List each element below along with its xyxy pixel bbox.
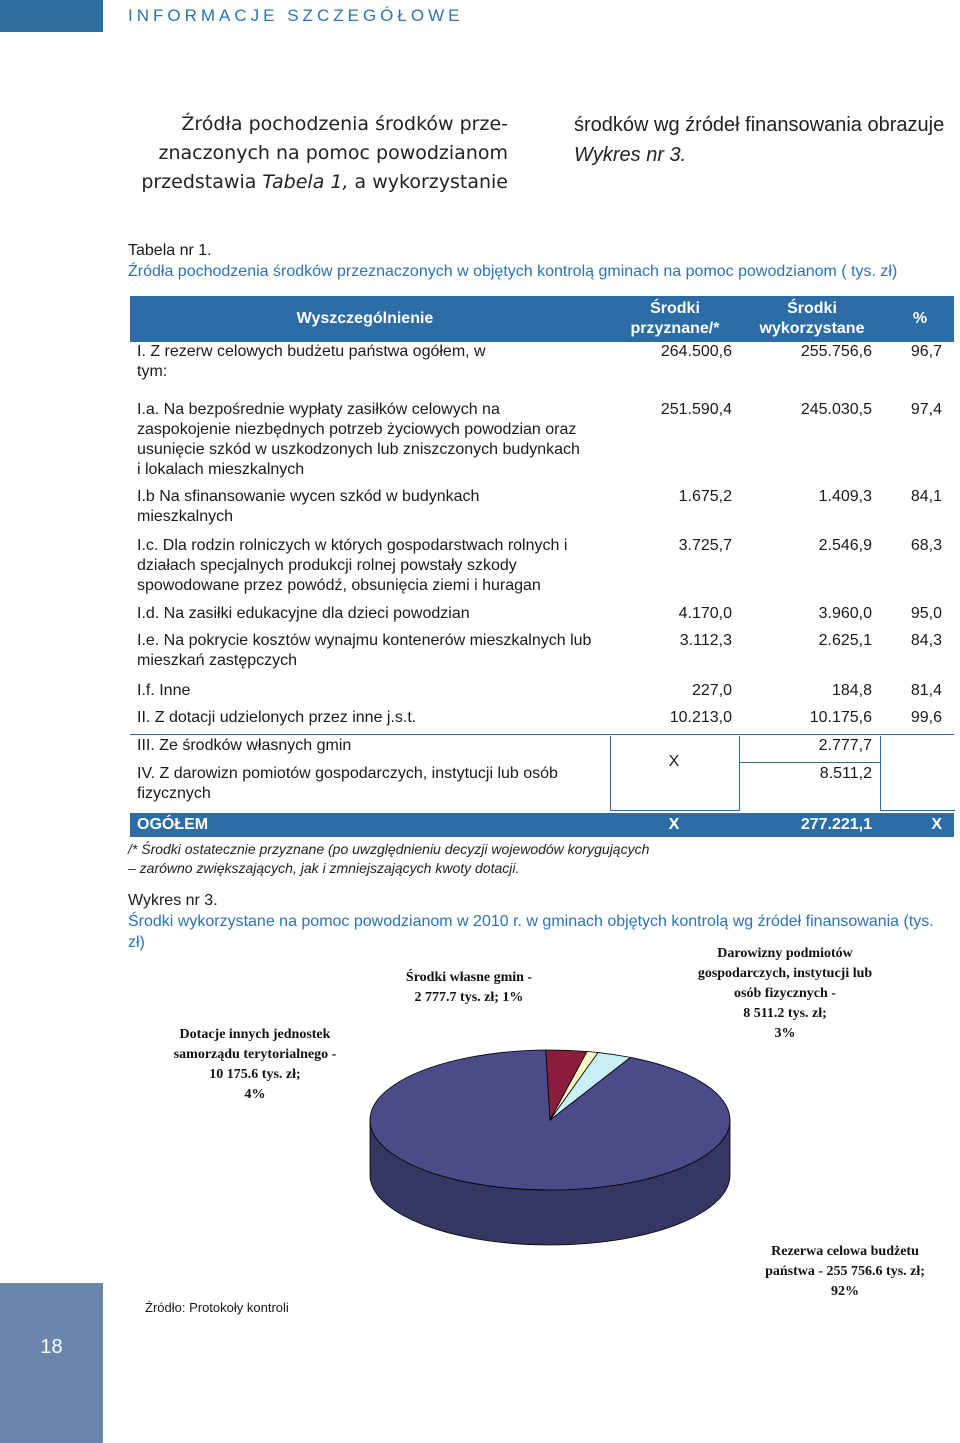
intro-line: przedstawia Tabela 1, a wykorzystanie bbox=[141, 171, 508, 193]
intro-left-column bbox=[128, 110, 508, 197]
row-label: I.b Na sfinansowanie wycen szkód w budynkach mieszkalnych bbox=[137, 488, 480, 525]
cell-used: 255.756,6 bbox=[800, 343, 872, 360]
table-row bbox=[130, 342, 954, 400]
cell-percent: 97,4 bbox=[910, 401, 942, 418]
cell-used: 2.777,7 bbox=[818, 737, 872, 754]
figure-title: Środki wykorzystane na pomoc powodzianom w 2010 r. w gminach objętych kontrolą wg źródeł finansowania (tys. zł) bbox=[128, 913, 934, 951]
row-label: I.d. Na zasiłki edukacyjne dla dzieci powodzian bbox=[137, 605, 470, 622]
figure-reference: Wykres nr 3. bbox=[574, 144, 687, 166]
cell-used: 8.511,2 bbox=[819, 765, 872, 782]
table-row bbox=[130, 736, 954, 764]
pie-label-donations: Darowizny podmiotów gospodarczych, instytucji lub osób fizycznych - 8 511.2 tys. zł; 3% bbox=[697, 946, 873, 1041]
table-header bbox=[130, 296, 954, 342]
pie-label-reserve: Rezerwa celowa budżetu państwa - 255 756.6 tys. zł; 92% bbox=[765, 1244, 925, 1299]
total-label: OGÓŁEM bbox=[137, 816, 209, 833]
page-number: 18 bbox=[40, 1336, 63, 1358]
row-label: I.a. Na bezpośrednie wypłaty zasiłków celowych na zaspokojenie niezbędnych potrzeb życiowych powodzian oraz usunięcie szkód w uszkodzonych lub zniszczonych budynkach i lokalach mieszkalnych bbox=[137, 401, 580, 478]
merged-cell-granted bbox=[610, 736, 740, 811]
cell-granted: 264.500,6 bbox=[660, 343, 732, 360]
table-label: Tabela nr 1. bbox=[128, 242, 212, 259]
intro-right-column bbox=[574, 110, 954, 170]
table-reference: Tabela 1, bbox=[262, 171, 349, 193]
table-row bbox=[130, 604, 954, 631]
table-row bbox=[130, 708, 954, 736]
cell-granted: 4.170,0 bbox=[678, 605, 732, 622]
cell-used: 10.175,6 bbox=[809, 709, 872, 726]
cell-granted: 10.213,0 bbox=[669, 709, 732, 726]
row-separator bbox=[740, 762, 880, 763]
row-label: I.e. Na pokrycie kosztów wynajmu kontenerów mieszkalnych lub mieszkań zastępczych bbox=[137, 632, 592, 669]
merged-cell-percent bbox=[880, 736, 955, 811]
cell-used: 1.409,3 bbox=[818, 488, 872, 505]
header-description: Wyszczególnienie bbox=[296, 310, 434, 327]
pie-slices bbox=[370, 1050, 730, 1245]
table-row bbox=[130, 681, 954, 708]
table-row bbox=[130, 400, 954, 487]
cell-used: 3.960,0 bbox=[818, 605, 872, 622]
header-used: Środki wykorzystane bbox=[759, 300, 865, 337]
cell-percent: 81,4 bbox=[910, 682, 942, 699]
row-label: I.c. Dla rodzin rolniczych w których gospodarstwach rolnych i działach specjalnych produkcji rolnej powstały szkody spowodowane przez powódź, obsunięcia ziemi i huragan bbox=[137, 537, 568, 594]
cell-granted: 3.725,7 bbox=[678, 537, 732, 554]
total-used: 277.221,1 bbox=[800, 816, 872, 833]
header-color-block bbox=[0, 0, 103, 32]
intro-line: znaczonych na pomoc powodzianom bbox=[158, 142, 508, 164]
pie-chart bbox=[360, 1040, 740, 1260]
page-number-block bbox=[0, 1283, 103, 1443]
header-percent: % bbox=[912, 310, 928, 327]
row-label: I. Z rezerw celowych budżetu państwa ogółem, w tym: bbox=[137, 343, 486, 380]
footnote-line: – zarówno zwiększających, jak i zmniejszających kwoty dotacji. bbox=[128, 860, 520, 876]
row-label: II. Z dotacji udzielonych przez inne j.s.t. bbox=[137, 709, 417, 726]
row-label: IV. Z darowizn pomiotów gospodarczych, instytucji lub osób fizycznych bbox=[137, 765, 558, 802]
cell-percent: 99,6 bbox=[910, 709, 942, 726]
pie-label-grants: Dotacje innych jednostek samorządu terytorialnego - 10 175.6 tys. zł; 4% bbox=[173, 1027, 337, 1102]
table-caption bbox=[128, 240, 897, 282]
table-row bbox=[130, 753, 954, 813]
total-percent: X bbox=[931, 816, 942, 833]
section-label: INFORMACJE SZCZEGÓŁOWE bbox=[128, 6, 464, 25]
row-label: III. Ze środków własnych gmin bbox=[137, 737, 352, 754]
row-separator bbox=[130, 734, 954, 735]
cell-granted: 3.112,3 bbox=[679, 632, 732, 649]
source-note: Źródło: Protokoły kontroli bbox=[145, 1300, 289, 1315]
cell-granted: 1.675,2 bbox=[678, 488, 732, 505]
footnote-line: /* Środki ostatecznie przyznane (po uwzględnieniu decyzji wojewodów korygujących bbox=[128, 841, 650, 857]
pie-label-own-funds: Środki własne gmin - 2 777.7 tys. zł; 1% bbox=[405, 970, 533, 1005]
cell-used: 245.030,5 bbox=[800, 401, 872, 418]
cell-percent: 84,3 bbox=[910, 632, 942, 649]
row-label: I.f. Inne bbox=[137, 682, 191, 699]
intro-line: Źródła pochodzenia środków prze- bbox=[181, 113, 508, 135]
cell-percent: 84,1 bbox=[910, 488, 942, 505]
funding-table bbox=[130, 296, 954, 837]
cell-percent: 68,3 bbox=[910, 537, 942, 554]
table-row bbox=[130, 536, 954, 604]
total-row bbox=[130, 813, 954, 837]
intro-line: środków wg źródeł finansowania obrazuje bbox=[574, 114, 945, 136]
table-title: Źródła pochodzenia środków przeznaczonych w objętych kontrolą gminach na pomoc powodzianom ( tys. zł) bbox=[128, 263, 898, 280]
total-granted: X bbox=[668, 816, 680, 833]
table-row bbox=[130, 631, 954, 681]
cell-used: 184,8 bbox=[831, 682, 872, 699]
figure-label: Wykres nr 3. bbox=[128, 892, 218, 909]
table-row bbox=[130, 487, 954, 536]
cell-used: 2.546,9 bbox=[818, 537, 872, 554]
cell-percent: 96,7 bbox=[910, 343, 942, 360]
footnote bbox=[128, 840, 649, 878]
merged-cell-x: X bbox=[668, 753, 680, 770]
header-granted: Środki przyznane/* bbox=[630, 300, 720, 337]
cell-percent: 95,0 bbox=[910, 605, 942, 622]
cell-granted: 251.590,4 bbox=[660, 401, 732, 418]
cell-used: 2.625,1 bbox=[818, 632, 872, 649]
cell-granted: 227,0 bbox=[691, 682, 732, 699]
